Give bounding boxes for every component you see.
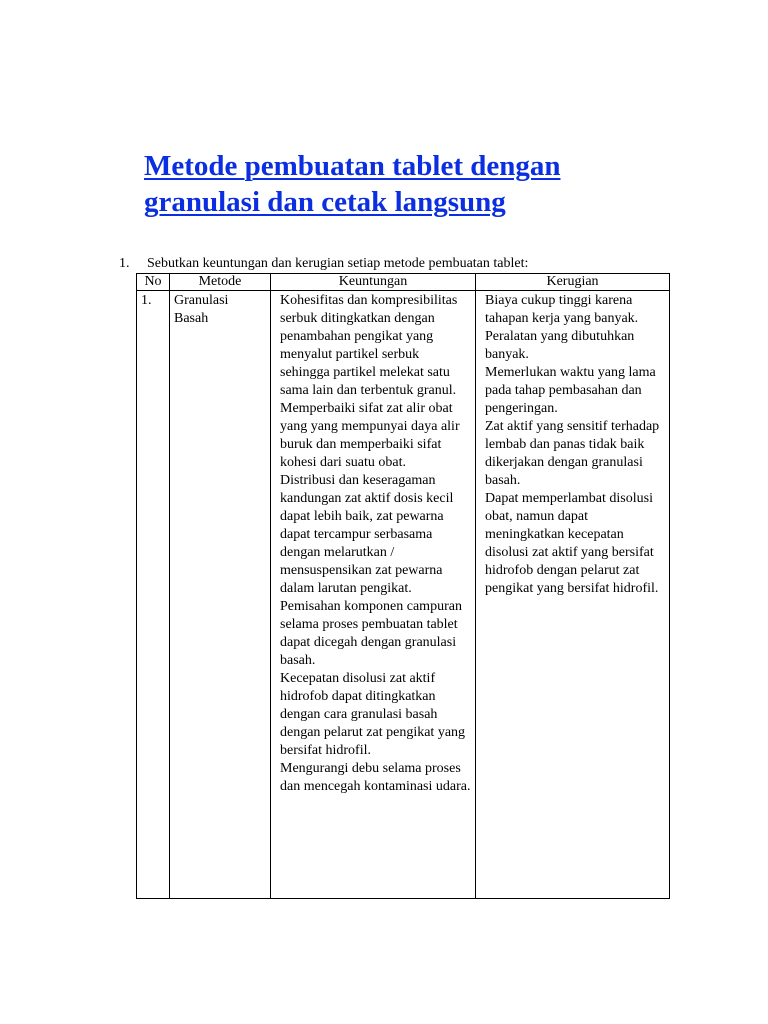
cell-no: 1. (137, 291, 170, 899)
question-text: Sebutkan keuntungan dan kerugian setiap metode pembuatan tablet: (147, 256, 529, 271)
question-number: 1. (119, 256, 130, 271)
keuntungan-point: Mengurangi debu selama proses dan mencegah kontaminasi udara. (280, 761, 471, 794)
cell-keuntungan (271, 291, 476, 899)
keuntungan-point: Pemisahan komponen campuran selama proses pembuatan tablet dapat dicegah dengan granulasi basah. (280, 599, 462, 668)
keuntungan-point: Distribusi dan keseragaman kandungan zat aktif dosis kecil dapat lebih baik, zat pewarna dapat tercampur serbasama dengan melarutkan / mensuspensikan zat pewarna dalam larutan pengikat. (280, 473, 454, 596)
kerugian-point: Memerlukan waktu yang lama pada tahap pembasahan dan pengeringan. (485, 365, 656, 416)
keuntungan-point: Memperbaiki sifat zat alir obat yang yang mempunyai daya alir buruk dan memperbaiki sifat kohesi dari suatu obat. (280, 401, 460, 470)
question-line (119, 255, 528, 273)
document-title: Metode pembuatan tablet dengan granulasi dan cetak langsung (144, 150, 561, 218)
cell-kerugian (476, 291, 670, 899)
kerugian-point: Dapat memperlambat disolusi obat, namun dapat meningkatkan kecepatan disolusi zat aktif yang bersifat hidrofob dengan pelarut zat pengikat yang bersifat hidrofil. (485, 491, 659, 596)
kerugian-point: Biaya cukup tinggi karena tahapan kerja yang banyak. (485, 293, 639, 326)
kerugian-point: Zat aktif yang sensitif terhadap lembab dan panas tidak baik dikerjakan dengan granulasi basah. (485, 419, 660, 488)
header-keuntungan: Keuntungan (271, 274, 476, 291)
table-row (137, 291, 670, 899)
header-kerugian: Kerugian (476, 274, 670, 291)
header-metode: Metode (170, 274, 271, 291)
keuntungan-point: Kohesifitas dan kompresibilitas serbuk ditingkatkan dengan penambahan pengikat yang menyalut partikel serbuk sehingga partikel melekat satu sama lain dan terbentuk granul. (280, 293, 458, 398)
methods-table (136, 273, 670, 899)
keuntungan-point: Kecepatan disolusi zat aktif hidrofob dapat ditingkatkan dengan cara granulasi basah dengan pelarut zat pengikat yang bersifat hidrofil. (280, 671, 466, 758)
table-header-row (137, 274, 670, 291)
cell-metode: Granulasi Basah (170, 291, 271, 899)
header-no: No (137, 274, 170, 291)
kerugian-point: Peralatan yang dibutuhkan banyak. (485, 329, 635, 362)
